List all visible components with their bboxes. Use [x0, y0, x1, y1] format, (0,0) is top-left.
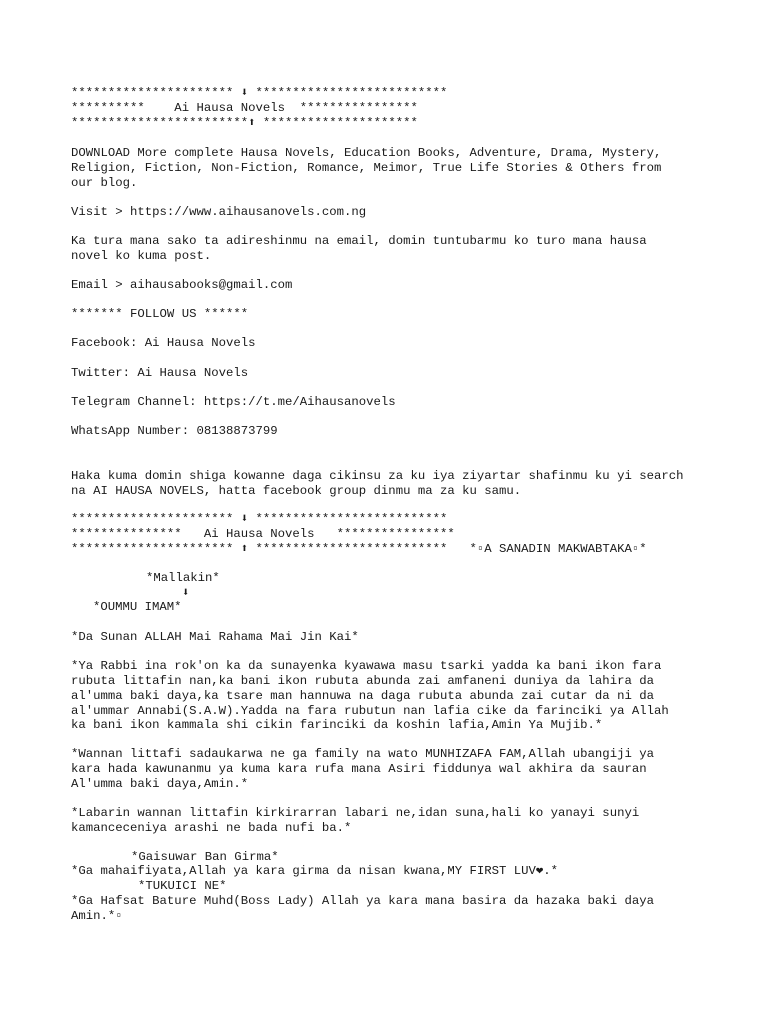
story-note-line: kamanceceniya arashi ne bada nufi ba.*	[71, 821, 352, 835]
visit-link: Visit > https://www.aihausanovels.com.ng	[71, 205, 367, 219]
download-text-line: Religion, Fiction, Non-Fiction, Romance, Meimor, True Life Stories & Others from	[71, 161, 662, 175]
subscribe-text-line: Ka tura mana sako ta adireshinmu na email, domin tuntubarmu ko turo mana hausa	[71, 234, 647, 248]
search-text-line: Haka kuma domin shiga kowanne daga cikinsu za ku iya ziyartar shafinmu ku yi search	[71, 469, 684, 483]
follow-us-heading: ******* FOLLOW US ******	[71, 307, 249, 321]
prayer-line: *Ya Rabbi ina rok'on ka da sunayenka kyawawa masu tsarki yadda ka bani ikon fara	[71, 659, 662, 673]
down-arrow-icon: ⬇	[182, 586, 190, 600]
header-banner-line-3: ************************⬆ *********************	[71, 116, 418, 130]
prayer-line: ka bani ikon kammala shi cikin farinciki da koshin lafia,Amin Ya Mujib.*	[71, 718, 603, 732]
subscribe-text-line: novel ko kuma post.	[71, 249, 212, 263]
story-note-line: *Labarin wannan littafin kirkirarran labari ne,idan suna,hali ko yanayi sunyi	[71, 806, 640, 820]
prayer-line: al'umma baki daya,ka tsare man hannuwa na daga rubuta abunda zai cutar da ni da	[71, 689, 654, 703]
gaisuwar-heading: *Gaisuwar Ban Girma*	[131, 850, 279, 864]
footer-banner-title: *************** Ai Hausa Novels ****************	[71, 527, 455, 541]
telegram-line: Telegram Channel: https://t.me/Aihausanovels	[71, 395, 396, 409]
facebook-line: Facebook: Ai Hausa Novels	[71, 336, 256, 350]
greeting-line: *Ga Hafsat Bature Muhd(Boss Lady) Allah ya kara mana basira da hazaka baki daya	[71, 894, 654, 908]
dedication-line: *Wannan littafi sadaukarwa ne ga family na wato MUNHIZAFA FAM,Allah ubangiji ya	[71, 747, 654, 761]
footer-banner-line-1: ********************** ⬇ **************************	[71, 512, 448, 526]
header-banner-title: ********** Ai Hausa Novels ****************	[71, 101, 418, 115]
dedication-line: Al'umma baki daya,Amin.*	[71, 777, 249, 791]
download-text-line: DOWNLOAD More complete Hausa Novels, Education Books, Adventure, Drama, Mystery,	[71, 146, 662, 160]
prayer-line: al'ummar Annabi(S.A.W).Yadda na fara rubutun nan lafia cike da farinciki ya Allah	[71, 704, 669, 718]
download-text-line: our blog.	[71, 176, 138, 190]
search-text-line: na AI HAUSA NOVELS, hatta facebook group dinmu ma za ku samu.	[71, 484, 522, 498]
prayer-line: rubuta littafin nan,ka bani ikon rubuta abunda zai amfaneni duniya da lahira da	[71, 674, 654, 688]
greeting-line: *Ga mahaifiyata,Allah ya kara girma da nisan kwana,MY FIRST LUV❤.*	[71, 864, 559, 878]
author-name: *OUMMU IMAM*	[93, 600, 182, 614]
twitter-line: Twitter: Ai Hausa Novels	[71, 366, 249, 380]
dedication-line: kara hada kawunanmu ya kuma kara rufa mana Asiri fiddunya wal akhira da sauran	[71, 762, 647, 776]
greeting-line: Amin.*▫	[71, 909, 123, 923]
header-banner-line-1: ********************** ⬇ **************************	[71, 86, 448, 100]
whatsapp-line: WhatsApp Number: 08138873799	[71, 424, 278, 438]
opening-line: *Da Sunan ALLAH Mai Rahama Mai Jin Kai*	[71, 630, 359, 644]
tukuici-heading: *TUKUICI NE*	[138, 879, 227, 893]
footer-banner-line-3: ********************** ⬆ ************************** *▫A SANADIN MAKWABTAKA▫*	[71, 542, 647, 556]
mallakin-label: *Mallakin*	[146, 571, 220, 585]
email-line: Email > aihausabooks@gmail.com	[71, 278, 293, 292]
